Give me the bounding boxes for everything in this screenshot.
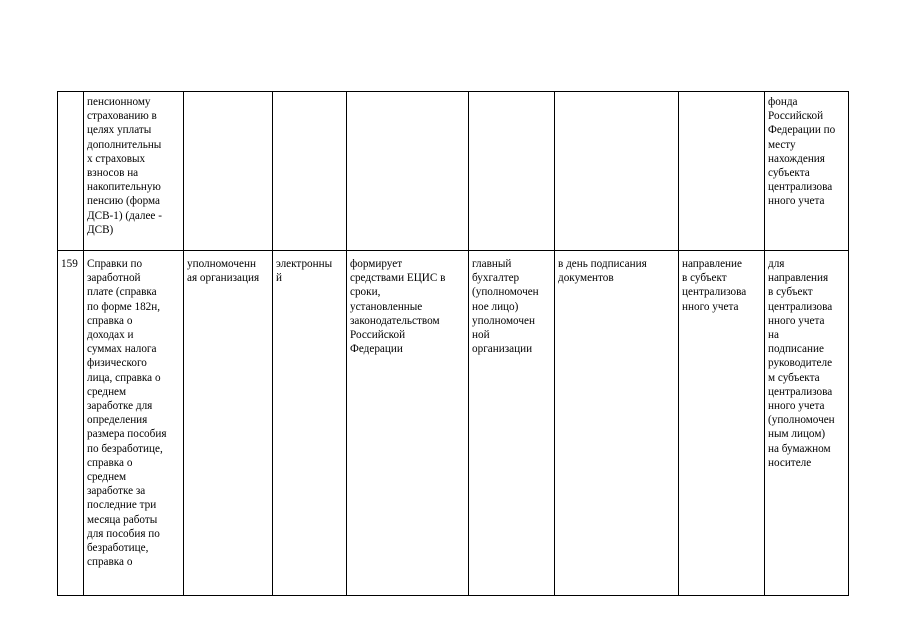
document-table — [57, 91, 849, 596]
table-row — [58, 92, 849, 251]
document-name-cell: Справки по заработной плате (справка по форме 182н, справка о доходах и суммах налога физического лица, справка о среднем заработке для определения размера пособия по безработице, справка о среднем заработке за последние три месяца работы для пособия по безработице, справка о — [84, 251, 184, 596]
document-form-cell: электронны й — [273, 251, 347, 596]
purpose-cell: для направления в субъект централизова нного учета на подписание руководителе м субъекта централизова нного учета (уполномочен ным лицом) на бумажном носителе — [765, 251, 849, 596]
formation-procedure-cell — [347, 92, 469, 251]
row-number-cell: 159 — [58, 251, 84, 596]
purpose-cell: фонда Российской Федерации по месту нахождения субъекта централизова нного учета — [765, 92, 849, 251]
deadline-cell — [555, 92, 679, 251]
responsible-organization-cell — [184, 92, 273, 251]
deadline-cell: в день подписания документов — [555, 251, 679, 596]
document-name-cell: пенсионному страхованию в целях уплаты дополнительны х страховых взносов на накопительную пенсию (форма ДСВ-1) (далее - ДСВ) — [84, 92, 184, 251]
formation-procedure-cell: формирует средствами ЕЦИС в сроки, установленные законодательством Российской Федерации — [347, 251, 469, 596]
document-form-cell — [273, 92, 347, 251]
responsible-organization-cell: уполномоченн ая организация — [184, 251, 273, 596]
table-row — [58, 251, 849, 596]
action-cell — [679, 92, 765, 251]
signer-cell — [469, 92, 555, 251]
signer-cell: главный бухгалтер (уполномочен ное лицо) уполномочен ной организации — [469, 251, 555, 596]
row-number-cell — [58, 92, 84, 251]
action-cell: направление в субъект централизова нного учета — [679, 251, 765, 596]
